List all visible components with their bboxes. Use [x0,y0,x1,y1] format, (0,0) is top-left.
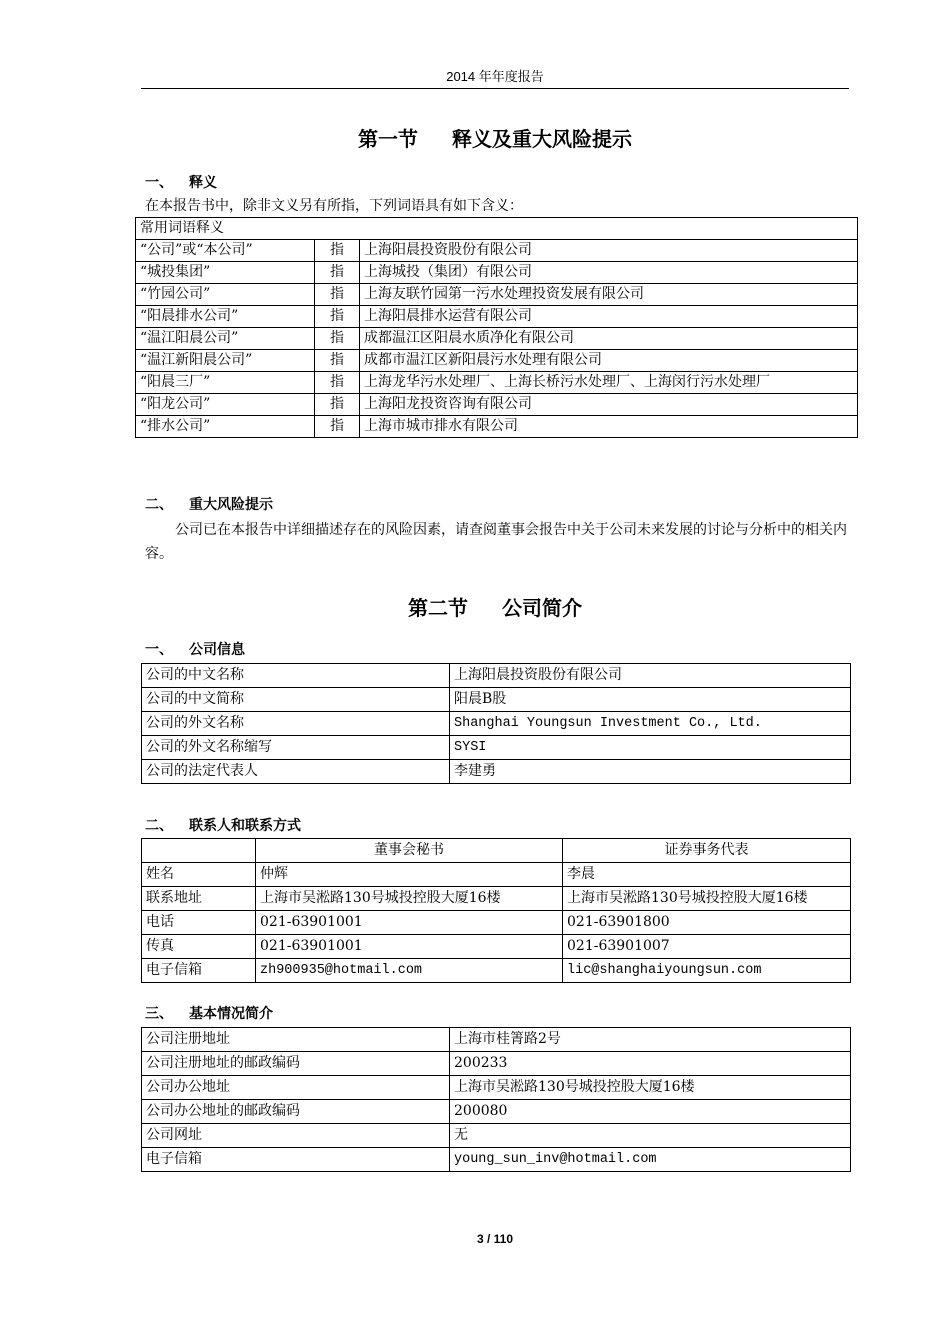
section2-title [141,592,849,621]
definition-refers: 指 [315,394,360,416]
basic-info-value: 200233 [450,1052,851,1076]
risk-heading-text: 重大风险提示 [189,497,273,513]
definition-term: “竹园公司” [136,284,315,306]
section1-text: 释义及重大风险提示 [452,127,632,151]
company-info-label: 公司的外文名称缩写 [142,736,450,760]
definition-term: “城投集团” [136,262,315,284]
company-info-value: 阳晨B股 [450,688,851,712]
definition-term: “温江阳晨公司” [136,328,315,350]
table-row [142,1076,851,1100]
basic-info-value: young_sun_inv@hotmail.com [450,1148,851,1172]
basic-info-value: 无 [450,1124,851,1148]
table-row [136,328,858,350]
definitions-heading-text: 释义 [189,175,217,191]
definition-refers: 指 [315,306,360,328]
contacts-col-representative: 证券事务代表 [563,839,851,863]
basic-info-label: 公司办公地址 [142,1076,450,1100]
company-info-label: 公司的法定代表人 [142,760,450,784]
report-header: 2014 年年度报告 [446,69,544,84]
contacts-col-secretary: 董事会秘书 [256,839,563,863]
basic-info-table [141,1027,851,1172]
definition-refers: 指 [315,350,360,372]
table-row [142,1124,851,1148]
company-info-value: 上海阳晨投资股份有限公司 [450,664,851,688]
section2-text: 公司简介 [502,596,582,620]
definition-meaning: 上海城投（集团）有限公司 [360,262,858,284]
company-info-heading [145,639,245,659]
contact-representative-value: 上海市吴淞路130号城投控股大厦16楼 [563,887,851,911]
table-row [142,1052,851,1076]
table-row [136,372,858,394]
definitions-intro: 在本报告书中，除非文义另有所指，下列词语具有如下含义： [145,198,523,214]
definition-meaning: 成都市温江区新阳晨污水处理有限公司 [360,350,858,372]
table-row [142,1100,851,1124]
definition-term: “阳龙公司” [136,394,315,416]
table-row [136,240,858,262]
contact-secretary-value: zh900935@hotmail.com [256,959,563,983]
risk-heading-num: 二、 [145,497,173,513]
basic-info-value: 200080 [450,1100,851,1124]
contacts-num: 二、 [145,818,173,834]
table-row [136,262,858,284]
company-info-text: 公司信息 [189,642,245,658]
contact-secretary-value: 仲辉 [256,863,563,887]
table-row [136,350,858,372]
basic-info-label: 公司注册地址的邮政编码 [142,1052,450,1076]
definition-refers: 指 [315,240,360,262]
basic-info-label: 公司注册地址 [142,1028,450,1052]
table-row [142,688,851,712]
table-row [142,959,851,983]
table-row [142,760,851,784]
table-row [142,712,851,736]
definition-meaning: 上海阳晨投资股份有限公司 [360,240,858,262]
company-info-value: Shanghai Youngsun Investment Co., Ltd. [450,712,851,736]
definition-refers: 指 [315,284,360,306]
definition-meaning: 上海阳龙投资咨询有限公司 [360,394,858,416]
basic-info-text: 基本情况简介 [189,1006,273,1022]
company-info-num: 一、 [145,642,173,658]
definitions-heading-num: 一、 [145,175,173,191]
company-info-value: 李建勇 [450,760,851,784]
table-row [136,394,858,416]
basic-info-value: 上海市桂箐路2号 [450,1028,851,1052]
definition-term: “温江新阳晨公司” [136,350,315,372]
basic-info-label: 电子信箱 [142,1148,450,1172]
table-row [136,284,858,306]
risk-heading [145,494,273,514]
contact-representative-value: 李晨 [563,863,851,887]
contact-representative-value: 021-63901007 [563,935,851,959]
contact-secretary-value: 021-63901001 [256,911,563,935]
definition-refers: 指 [315,262,360,284]
contact-representative-value: 021-63901800 [563,911,851,935]
section1-title [141,123,849,152]
definition-refers: 指 [315,372,360,394]
table-row [142,1148,851,1172]
definition-meaning: 上海市城市排水有限公司 [360,416,858,438]
definition-meaning: 成都温江区阳晨水质净化有限公司 [360,328,858,350]
section1-number: 第一节 [358,127,418,151]
definition-meaning: 上海阳晨排水运营有限公司 [360,306,858,328]
basic-info-label: 公司办公地址的邮政编码 [142,1100,450,1124]
header-rule [141,88,849,89]
table-row [136,306,858,328]
definition-term: “公司”或“本公司” [136,240,315,262]
company-info-label: 公司的外文名称 [142,712,450,736]
table-row [142,1028,851,1052]
definitions-table [135,217,858,438]
basic-info-label: 公司网址 [142,1124,450,1148]
table-row [142,863,851,887]
page-number: 3 / 110 [476,1232,514,1246]
contact-label: 电话 [142,911,256,935]
contact-representative-value: lic@shanghaiyoungsun.com [563,959,851,983]
table-row [142,839,851,863]
table-row [142,911,851,935]
contacts-text: 联系人和联系方式 [189,818,301,834]
contact-label: 联系地址 [142,887,256,911]
table-row [136,416,858,438]
contact-secretary-value: 021-63901001 [256,935,563,959]
definition-refers: 指 [315,328,360,350]
table-row [142,664,851,688]
table-row [136,218,858,240]
definition-term: “排水公司” [136,416,315,438]
table-row [142,935,851,959]
contact-secretary-value: 上海市吴淞路130号城投控股大厦16楼 [256,887,563,911]
definitions-heading [145,172,217,192]
basic-info-value: 上海市吴淞路130号城投控股大厦16楼 [450,1076,851,1100]
definition-meaning: 上海友联竹园第一污水处理投资发展有限公司 [360,284,858,306]
company-info-label: 公司的中文名称 [142,664,450,688]
company-info-table [141,663,851,784]
definition-term: “阳晨三厂” [136,372,315,394]
contact-label: 姓名 [142,863,256,887]
company-info-label: 公司的中文简称 [142,688,450,712]
definition-refers: 指 [315,416,360,438]
definition-term: “阳晨排水公司” [136,306,315,328]
risk-paragraph: 公司已在本报告中详细描述存在的风险因素，请查阅董事会报告中关于公司未来发展的讨论与分析中的相关内容。 [145,522,847,562]
basic-info-num: 三、 [145,1006,173,1022]
definition-meaning: 上海龙华污水处理厂、上海长桥污水处理厂、上海闵行污水处理厂 [360,372,858,394]
contact-label: 电子信箱 [142,959,256,983]
table-row [142,736,851,760]
basic-info-heading [145,1003,273,1023]
company-info-value: SYSI [450,736,851,760]
contacts-heading [145,815,301,835]
contact-label: 传真 [142,935,256,959]
definitions-caption: 常用词语释义 [136,218,858,240]
contacts-table [141,838,851,983]
contacts-corner-cell [142,839,256,863]
section2-number: 第二节 [408,596,468,620]
table-row [142,887,851,911]
